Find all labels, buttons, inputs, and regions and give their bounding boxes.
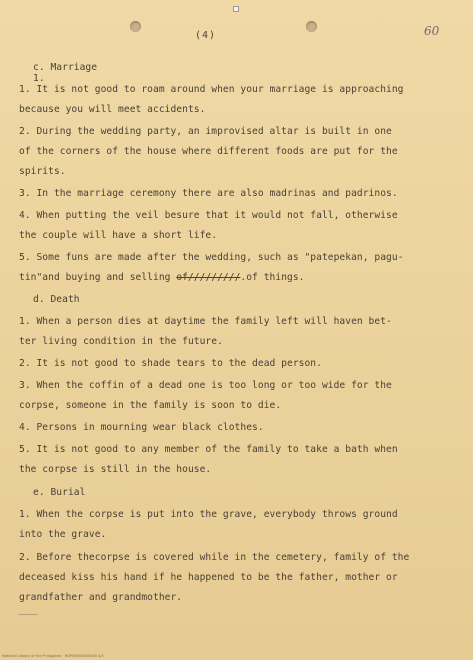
page-number: (4) (195, 30, 217, 41)
archive-footer: National Library of the Philippines · HDPH0000000000 4/4 (2, 654, 104, 658)
burial-item-1-line-1: 1. When the corpse is put into the grave, everybody throws ground (19, 509, 398, 520)
marriage-item-5-text: tin"and buying and selling (19, 272, 177, 283)
death-item-1-line-2: ter living condition in the future. (19, 336, 223, 347)
burial-item-1-line-2: into the grave. (19, 529, 107, 540)
marriage-item-2-line-3: spirits. (19, 166, 66, 177)
handwritten-page-number: 60 (424, 24, 440, 38)
clip-mark (233, 6, 239, 12)
punch-hole-left (130, 21, 141, 32)
marriage-item-5-line-2 (19, 272, 305, 283)
marriage-item-1-line-1: 1. It is not good to roam around when your marriage is approaching (19, 84, 404, 95)
death-item-4: 4. Persons in mourning wear black clothes. (19, 422, 264, 433)
death-item-3-line-1: 3. When the coffin of a dead one is too long or too wide for the (19, 380, 392, 391)
section-heading-death: d. Death (33, 294, 80, 305)
divider (18, 614, 38, 615)
burial-item-2-line-2: deceased kiss his hand if he happened to be the father, mother or (19, 572, 398, 583)
punch-hole-right (306, 21, 317, 32)
burial-item-2-line-3: grandfather and grandmother. (19, 592, 183, 603)
struck-out-text: of///////// (176, 272, 241, 283)
section-heading-burial: e. Burial (33, 487, 86, 498)
list-marker: 1. (33, 73, 45, 84)
marriage-item-5-line-1: 5. Some funs are made after the wedding, such as "patepekan, pagu- (19, 252, 404, 263)
death-item-1-line-1: 1. When a person dies at daytime the family left will haven bet- (19, 316, 392, 327)
marriage-item-2-line-2: of the corners of the house where different foods are put for the (19, 146, 398, 157)
death-item-2: 2. It is not good to shade tears to the dead person. (19, 358, 322, 369)
section-heading-marriage: c. Marriage (33, 62, 98, 73)
marriage-item-4-line-1: 4. When putting the veil besure that it would not fall, otherwise (19, 210, 398, 221)
marriage-item-3: 3. In the marriage ceremony there are also madrinas and padrinos. (19, 188, 398, 199)
death-item-3-line-2: corpse, someone in the family is soon to die. (19, 400, 282, 411)
marriage-item-5-text-end: .of things. (240, 272, 305, 283)
death-item-5-line-1: 5. It is not good to any member of the family to take a bath when (19, 444, 398, 455)
marriage-item-4-line-2: the couple will have a short life. (19, 230, 218, 241)
burial-item-2-line-1: 2. Before thecorpse is covered while in the cemetery, family of the (19, 552, 410, 563)
marriage-item-2-line-1: 2. During the wedding party, an improvised altar is built in one (19, 126, 392, 137)
death-item-5-line-2: the corpse is still in the house. (19, 464, 212, 475)
marriage-item-1-line-2: because you will meet accidents. (19, 104, 206, 115)
